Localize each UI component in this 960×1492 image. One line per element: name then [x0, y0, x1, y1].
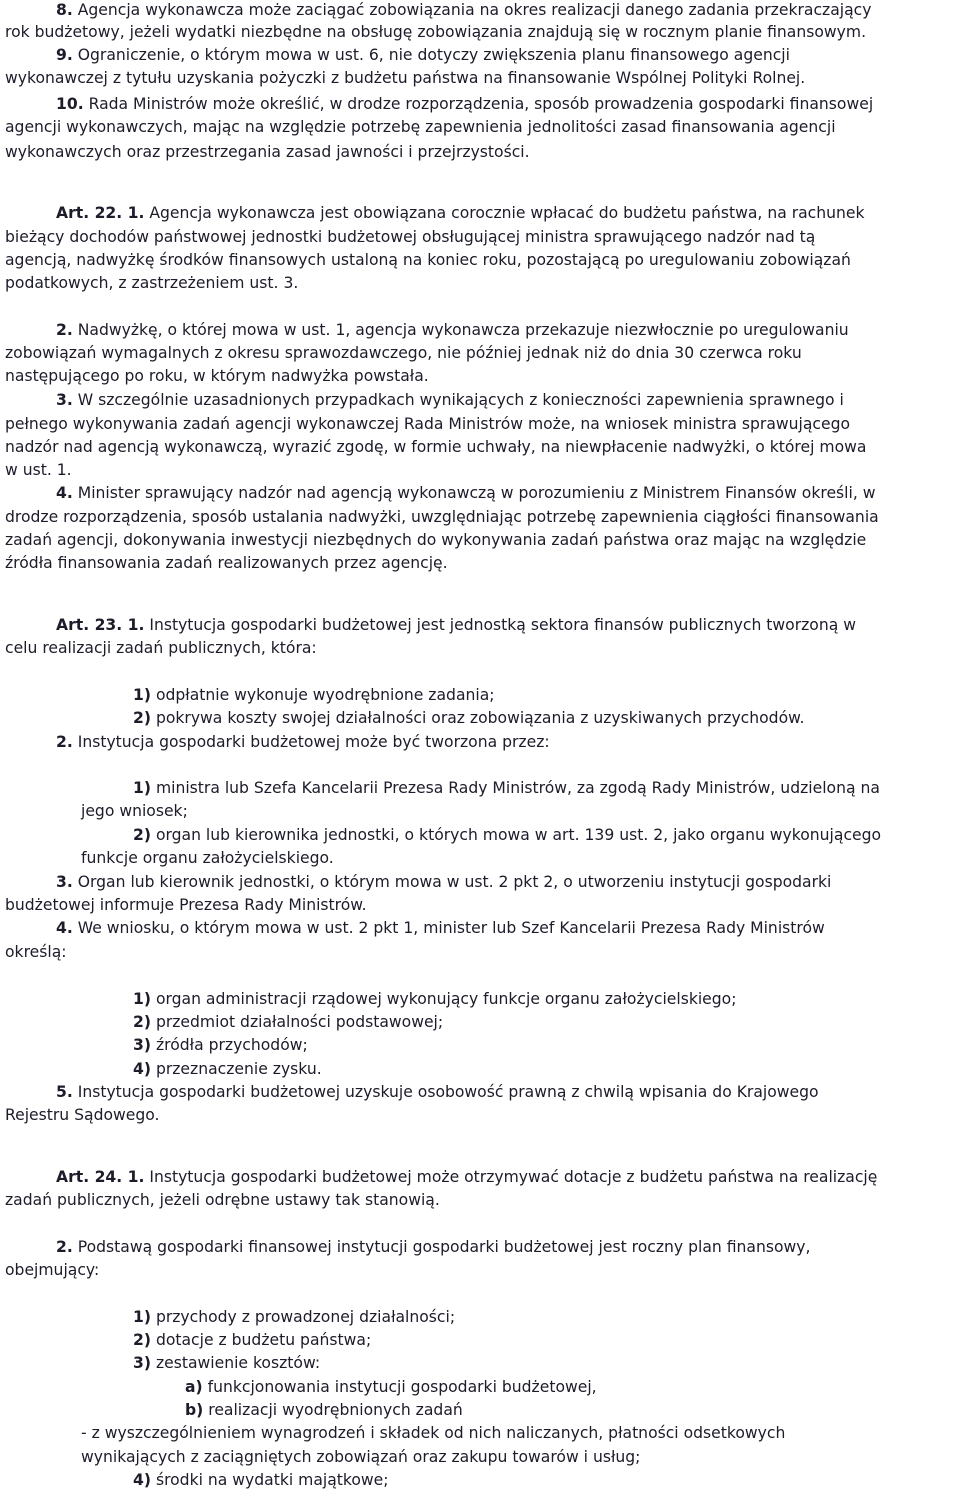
- line-text: odpłatnie wykonuje wyodrębnione zadania;: [150, 686, 495, 704]
- text-line: [5, 1259, 99, 1281]
- line-text: ministra lub Szefa Kancelarii Prezesa Rady Ministrów, za zgodą Rady Ministrów, udzieloną na: [150, 779, 880, 797]
- line-text: organ administracji rządowej wykonujący funkcje organu założycielskiego;: [150, 990, 737, 1008]
- paragraph-number: 1): [133, 990, 151, 1008]
- text-line: [133, 1352, 320, 1374]
- text-line: [5, 894, 367, 916]
- paragraph-number: Art. 23. 1.: [56, 616, 145, 634]
- line-text: drodze rozporządzenia, sposób ustalania nadwyżki, uwzględniając potrzebę zapewnienia ciągłości finansowania: [5, 508, 879, 526]
- text-line: [133, 824, 881, 846]
- line-text: budżetowej informuje Prezesa Rady Ministrów.: [5, 896, 367, 914]
- line-text: Podstawą gospodarki finansowej instytucji gospodarki budżetowej jest roczny plan finansowy,: [72, 1238, 811, 1256]
- line-text: funkcjonowania instytucji gospodarki budżetowej,: [202, 1378, 597, 1396]
- text-line: [56, 917, 825, 939]
- text-line: [56, 731, 550, 753]
- text-line: [56, 202, 865, 224]
- text-line: [5, 529, 866, 551]
- text-line: [81, 800, 188, 822]
- line-text: organ lub kierownika jednostki, o których mowa w art. 139 ust. 2, jako organu wykonującego: [150, 826, 882, 844]
- line-text: Ograniczenie, o którym mowa w ust. 6, nie dotyczy zwiększenia planu finansowego agencji: [72, 46, 790, 64]
- paragraph-number: 3): [133, 1036, 151, 1054]
- paragraph-number: 1): [133, 779, 151, 797]
- line-text: w ust. 1.: [5, 461, 72, 479]
- text-line: [5, 637, 317, 659]
- paragraph-number: 4): [133, 1471, 151, 1489]
- line-text: Rada Ministrów może określić, w drodze rozporządzenia, sposób prowadzenia gospodarki finansowej: [83, 95, 874, 113]
- text-line: [56, 319, 849, 341]
- text-line: [56, 1166, 877, 1188]
- line-text: określą:: [5, 943, 67, 961]
- text-line: [81, 1446, 640, 1468]
- text-line: [133, 707, 804, 729]
- line-text: zestawienie kosztów:: [150, 1354, 321, 1372]
- paragraph-number: 5.: [56, 1083, 73, 1101]
- line-text: jego wniosek;: [81, 802, 188, 820]
- paragraph-number: 4.: [56, 484, 73, 502]
- paragraph-number: 1): [133, 1308, 151, 1326]
- text-line: [185, 1399, 463, 1421]
- line-text: pokrywa koszty swojej działalności oraz zobowiązania z uzyskiwanych przychodów.: [150, 709, 805, 727]
- text-line: [81, 847, 334, 869]
- line-text: dotacje z budżetu państwa;: [150, 1331, 372, 1349]
- line-text: realizacji wyodrębnionych zadań: [203, 1401, 463, 1419]
- line-text: obejmujący:: [5, 1261, 100, 1279]
- line-text: Nadwyżkę, o której mowa w ust. 1, agencja wykonawcza przekazuje niezwłocznie po uregulowaniu: [72, 321, 849, 339]
- paragraph-number: 1): [133, 686, 151, 704]
- text-line: [56, 389, 844, 411]
- line-text: - z wyszczególnieniem wynagrodzeń i składek od nich naliczanych, płatności odsetkowych: [81, 1424, 786, 1442]
- text-line: [5, 506, 879, 528]
- line-text: wynikających z zaciągniętych zobowiązań oraz zakupu towarów i usług;: [81, 1448, 641, 1466]
- text-line: [133, 1034, 308, 1056]
- text-line: [5, 436, 866, 458]
- text-line: [5, 226, 815, 248]
- paragraph-number: 2): [133, 709, 151, 727]
- line-text: Agencja wykonawcza jest obowiązana corocznie wpłacać do budżetu państwa, na rachunek: [144, 204, 865, 222]
- line-text: wykonawczej z tytułu uzyskania pożyczki z budżetu państwa na finansowanie Wspólnej Polityki Rolnej.: [5, 69, 806, 87]
- text-line: [5, 249, 851, 271]
- line-text: agencji wykonawczych, mając na względzie potrzebę zapewnienia jednolitości zasad finansowania agencji: [5, 118, 836, 136]
- text-line: [5, 272, 298, 294]
- text-line: [133, 1058, 322, 1080]
- line-text: środki na wydatki majątkowe;: [150, 1471, 389, 1489]
- text-line: [133, 988, 736, 1010]
- text-line: [56, 93, 873, 115]
- text-line: [56, 871, 831, 893]
- text-line: [5, 413, 850, 435]
- text-line: [56, 1081, 819, 1103]
- paragraph-number: 2): [133, 826, 151, 844]
- line-text: przeznaczenie zysku.: [150, 1060, 322, 1078]
- paragraph-number: Art. 22. 1.: [56, 204, 145, 222]
- line-text: Minister sprawujący nadzór nad agencją wykonawczą w porozumieniu z Ministrem Finansów określi, w: [72, 484, 876, 502]
- text-line: [133, 1011, 443, 1033]
- line-text: źródła finansowania zadań realizowanych przez agencję.: [5, 554, 448, 572]
- line-text: podatkowych, z zastrzeżeniem ust. 3.: [5, 274, 299, 292]
- line-text: przychody z prowadzonej działalności;: [150, 1308, 456, 1326]
- line-text: zadań agencji, dokonywania inwestycji niezbędnych do wykonywania zadań państwa oraz mając na względzie: [5, 531, 867, 549]
- paragraph-number: b): [185, 1401, 204, 1419]
- line-text: nadzór nad agencją wykonawczą, wyrazić zgodę, w formie uchwały, na niewpłacenie nadwyżki, o której mowa: [5, 438, 867, 456]
- line-text: Instytucja gospodarki budżetowej jest jednostką sektora finansów publicznych tworzoną w: [144, 616, 856, 634]
- line-text: Organ lub kierownik jednostki, o którym mowa w ust. 2 pkt 2, o utworzeniu instytucji gospodarki: [72, 873, 832, 891]
- text-line: [56, 614, 856, 636]
- line-text: agencją, nadwyżkę środków finansowych ustaloną na koniec roku, pozostającą po uregulowaniu zobowiązań: [5, 251, 851, 269]
- line-text: bieżący dochodów państwowej jednostki budżetowej obsługującej ministra sprawującego nadzór nad tą: [5, 228, 816, 246]
- text-line: [133, 777, 880, 799]
- line-text: We wniosku, o którym mowa w ust. 2 pkt 1, minister lub Szef Kancelarii Prezesa Rady Ministrów: [72, 919, 825, 937]
- paragraph-number: 4.: [56, 919, 73, 937]
- line-text: W szczególnie uzasadnionych przypadkach wynikających z konieczności zapewnienia sprawnego i: [72, 391, 844, 409]
- text-line: [5, 116, 836, 138]
- paragraph-number: 2): [133, 1331, 151, 1349]
- line-text: następującego po roku, w którym nadwyżka powstała.: [5, 367, 429, 385]
- line-text: zobowiązań wymagalnych z okresu sprawozdawczego, nie później jednak niż do dnia 30 czerwca roku: [5, 344, 802, 362]
- paragraph-number: 3.: [56, 391, 73, 409]
- text-line: [56, 1236, 810, 1258]
- line-text: Agencja wykonawcza może zaciągać zobowiązania na okres realizacji danego zadania przekraczający: [72, 1, 872, 19]
- line-text: Rejestru Sądowego.: [5, 1106, 160, 1124]
- paragraph-number: 2.: [56, 1238, 73, 1256]
- line-text: zadań publicznych, jeżeli odrębne ustawy tak stanowią.: [5, 1191, 440, 1209]
- paragraph-number: 4): [133, 1060, 151, 1078]
- paragraph-number: 3.: [56, 873, 73, 891]
- text-line: [5, 365, 429, 387]
- text-line: [5, 21, 866, 43]
- text-line: [5, 552, 448, 574]
- text-line: [133, 1469, 389, 1491]
- paragraph-number: 9.: [56, 46, 73, 64]
- line-text: rok budżetowy, jeżeli wydatki niezbędne na obsługę zobowiązania znajdują się w rocznym planie finansowym.: [5, 23, 867, 41]
- text-line: [5, 459, 72, 481]
- paragraph-number: 10.: [56, 95, 84, 113]
- text-line: [133, 684, 495, 706]
- text-line: [133, 1306, 455, 1328]
- text-line: [81, 1422, 785, 1444]
- text-line: [5, 941, 67, 963]
- text-line: [5, 1189, 440, 1211]
- text-line: [5, 141, 530, 163]
- paragraph-number: 2): [133, 1013, 151, 1031]
- line-text: celu realizacji zadań publicznych, która:: [5, 639, 317, 657]
- line-text: wykonawczych oraz przestrzegania zasad jawności i przejrzystości.: [5, 143, 530, 161]
- line-text: źródła przychodów;: [150, 1036, 308, 1054]
- text-line: [133, 1329, 371, 1351]
- paragraph-number: 2.: [56, 733, 73, 751]
- text-line: [56, 44, 790, 66]
- line-text: przedmiot działalności podstawowej;: [150, 1013, 444, 1031]
- line-text: funkcje organu założycielskiego.: [81, 849, 334, 867]
- text-line: [5, 342, 802, 364]
- paragraph-number: a): [185, 1378, 203, 1396]
- line-text: Instytucja gospodarki budżetowej może być tworzona przez:: [72, 733, 550, 751]
- text-line: [56, 0, 871, 21]
- paragraph-number: Art. 24. 1.: [56, 1168, 145, 1186]
- text-line: [5, 1104, 160, 1126]
- paragraph-number: 8.: [56, 1, 73, 19]
- text-line: [185, 1376, 597, 1398]
- line-text: pełnego wykonywania zadań agencji wykonawczej Rada Ministrów może, na wniosek ministra sprawującego: [5, 415, 851, 433]
- paragraph-number: 3): [133, 1354, 151, 1372]
- line-text: Instytucja gospodarki budżetowej może otrzymywać dotacje z budżetu państwa na realizację: [144, 1168, 878, 1186]
- text-line: [56, 482, 876, 504]
- paragraph-number: 2.: [56, 321, 73, 339]
- line-text: Instytucja gospodarki budżetowej uzyskuje osobowość prawną z chwilą wpisania do Krajowego: [72, 1083, 819, 1101]
- text-line: [5, 67, 805, 89]
